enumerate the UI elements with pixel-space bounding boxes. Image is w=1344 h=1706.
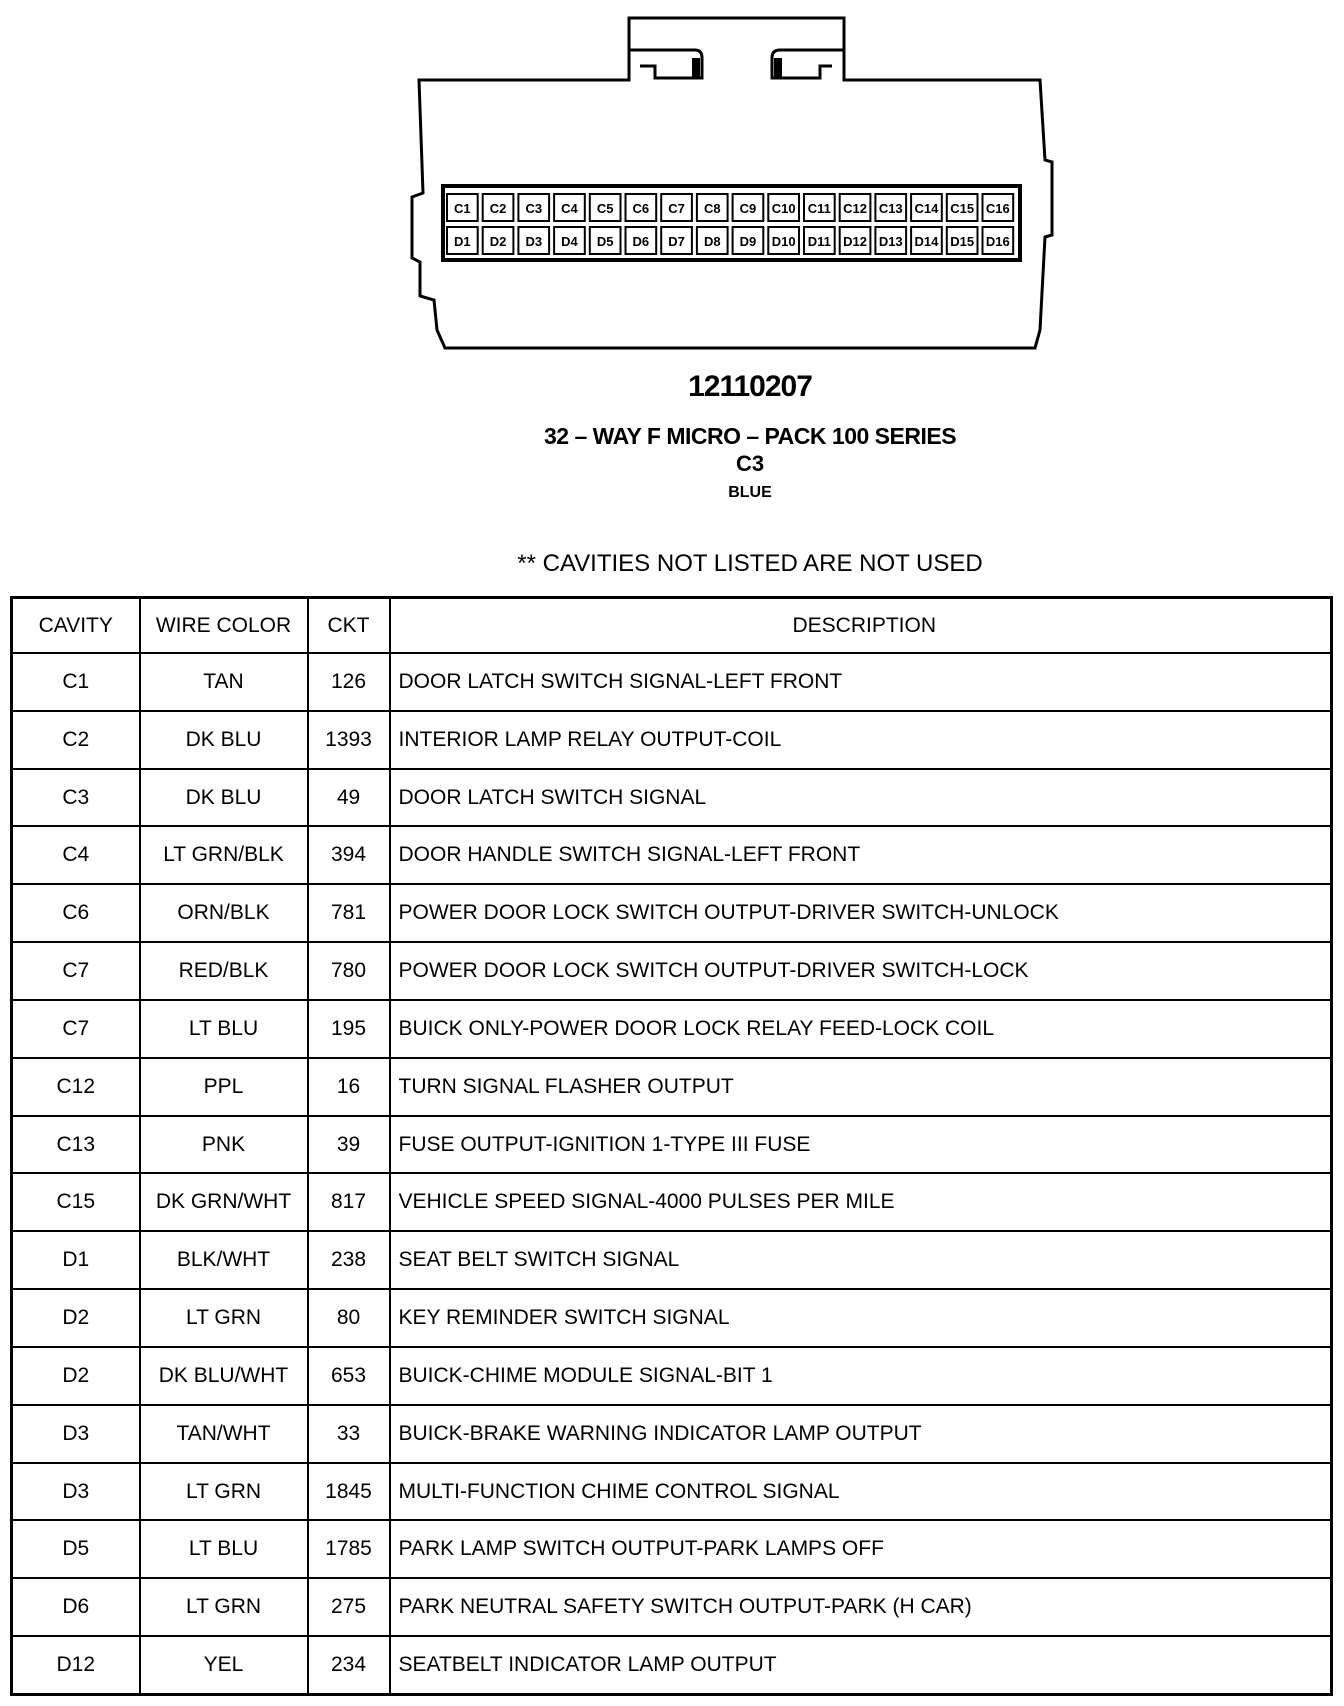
- table-row: [12, 1520, 1332, 1578]
- cell-ckt: 275: [308, 1578, 390, 1636]
- table-row: [12, 1347, 1332, 1405]
- cell-cavity: D3: [12, 1405, 140, 1463]
- cell-ckt: 16: [308, 1058, 390, 1116]
- cell-wire-color: TAN: [140, 653, 308, 711]
- cavity-label: C2: [489, 201, 507, 216]
- cell-ckt: 817: [308, 1173, 390, 1231]
- cell-description: DOOR LATCH SWITCH SIGNAL: [390, 769, 1332, 827]
- cavity-label: C5: [596, 201, 614, 216]
- cell-cavity: C7: [12, 942, 140, 1000]
- cell-wire-color: LT GRN/BLK: [140, 826, 308, 884]
- table-row: [12, 653, 1332, 711]
- cavities-note: ** CAVITIES NOT LISTED ARE NOT USED: [517, 550, 983, 577]
- cell-cavity: D12: [12, 1636, 140, 1694]
- connector-name: 32 – WAY F MICRO – PACK 100 SERIES: [543, 423, 957, 449]
- cavity-label: D8: [703, 234, 721, 249]
- cell-ckt: 234: [308, 1636, 390, 1694]
- left-latch-slot: [692, 58, 700, 78]
- cell-description: MULTI-FUNCTION CHIME CONTROL SIGNAL: [390, 1463, 1332, 1521]
- table-row: [12, 1578, 1332, 1636]
- cavity-label: D4: [561, 234, 578, 249]
- cell-description: KEY REMINDER SWITCH SIGNAL: [390, 1289, 1332, 1347]
- cell-ckt: 653: [308, 1347, 390, 1405]
- header-wire-color: WIRE COLOR: [140, 598, 308, 654]
- table-row: [12, 769, 1332, 827]
- cell-description: FUSE OUTPUT-IGNITION 1-TYPE III FUSE: [390, 1116, 1332, 1174]
- cavity-label: C4: [561, 201, 578, 216]
- cavity-label: D6: [632, 234, 650, 249]
- cell-cavity: D6: [12, 1578, 140, 1636]
- cavity-label: C8: [703, 201, 721, 216]
- cell-description: BUICK-CHIME MODULE SIGNAL-BIT 1: [390, 1347, 1332, 1405]
- cavity-label: D12: [843, 234, 867, 249]
- cell-wire-color: DK BLU: [140, 711, 308, 769]
- left-latch: [629, 50, 702, 78]
- table-row: [12, 1058, 1332, 1116]
- cell-description: PARK NEUTRAL SAFETY SWITCH OUTPUT-PARK (H CAR): [390, 1578, 1332, 1636]
- cell-cavity: C2: [12, 711, 140, 769]
- cell-wire-color: DK BLU/WHT: [140, 1347, 308, 1405]
- cell-cavity: C12: [12, 1058, 140, 1116]
- table-row: [12, 1405, 1332, 1463]
- cavity-label: C9: [739, 201, 757, 216]
- cell-cavity: C4: [12, 826, 140, 884]
- cavity-grid: [447, 194, 1013, 254]
- cavity-label: C12: [843, 201, 867, 216]
- cavity-label: D14: [914, 234, 939, 249]
- right-latch-slot: [774, 58, 782, 78]
- cell-wire-color: PNK: [140, 1116, 308, 1174]
- table-row: [12, 1000, 1332, 1058]
- cell-cavity: C15: [12, 1173, 140, 1231]
- cell-ckt: 39: [308, 1116, 390, 1174]
- cell-wire-color: ORN/BLK: [140, 884, 308, 942]
- cell-description: SEATBELT INDICATOR LAMP OUTPUT: [390, 1636, 1332, 1694]
- cell-cavity: C7: [12, 1000, 140, 1058]
- cell-ckt: 195: [308, 1000, 390, 1058]
- cell-cavity: D5: [12, 1520, 140, 1578]
- connector-color: BLUE: [728, 484, 772, 501]
- cell-wire-color: LT GRN: [140, 1463, 308, 1521]
- right-latch: [772, 50, 844, 78]
- table-row: [12, 1463, 1332, 1521]
- cell-cavity: C1: [12, 653, 140, 711]
- cell-cavity: C3: [12, 769, 140, 827]
- cavity-label: D10: [771, 234, 796, 249]
- cell-wire-color: TAN/WHT: [140, 1405, 308, 1463]
- table-row: [12, 1173, 1332, 1231]
- table-row: [12, 1231, 1332, 1289]
- cell-ckt: 780: [308, 942, 390, 1000]
- cell-ckt: 781: [308, 884, 390, 942]
- connector-diagram: [0, 0, 1344, 360]
- cell-wire-color: LT BLU: [140, 1520, 308, 1578]
- cavity-label: D1: [454, 234, 471, 249]
- cavity-label: C7: [668, 201, 685, 216]
- cavity-label: C10: [771, 201, 796, 216]
- cavity-label: D5: [596, 234, 614, 249]
- table-row: [12, 1636, 1332, 1694]
- table-row: [12, 1289, 1332, 1347]
- cell-cavity: C6: [12, 884, 140, 942]
- cavity-label: D15: [950, 234, 975, 249]
- cell-wire-color: RED/BLK: [140, 942, 308, 1000]
- cell-ckt: 80: [308, 1289, 390, 1347]
- cell-description: VEHICLE SPEED SIGNAL-4000 PULSES PER MILE: [390, 1173, 1332, 1231]
- cavity-label: D9: [739, 234, 757, 249]
- cell-wire-color: LT GRN: [140, 1289, 308, 1347]
- cell-description: DOOR HANDLE SWITCH SIGNAL-LEFT FRONT: [390, 826, 1332, 884]
- cavity-label: D7: [668, 234, 685, 249]
- cell-description: POWER DOOR LOCK SWITCH OUTPUT-DRIVER SWITCH-LOCK: [390, 942, 1332, 1000]
- cell-wire-color: DK GRN/WHT: [140, 1173, 308, 1231]
- cell-cavity: D1: [12, 1231, 140, 1289]
- cavity-label: D3: [525, 234, 543, 249]
- table-row: [12, 942, 1332, 1000]
- connector-housing: [412, 18, 1052, 348]
- cell-description: TURN SIGNAL FLASHER OUTPUT: [390, 1058, 1332, 1116]
- table-header-row: [12, 598, 1332, 654]
- cell-description: BUICK-BRAKE WARNING INDICATOR LAMP OUTPUT: [390, 1405, 1332, 1463]
- cavity-label: C13: [878, 201, 903, 216]
- cell-ckt: 33: [308, 1405, 390, 1463]
- cell-ckt: 126: [308, 653, 390, 711]
- cell-wire-color: YEL: [140, 1636, 308, 1694]
- cavity-label: D11: [807, 234, 831, 249]
- cell-description: SEAT BELT SWITCH SIGNAL: [390, 1231, 1332, 1289]
- cell-cavity: D2: [12, 1289, 140, 1347]
- cell-description: PARK LAMP SWITCH OUTPUT-PARK LAMPS OFF: [390, 1520, 1332, 1578]
- header-description: DESCRIPTION: [390, 598, 1332, 654]
- cell-description: POWER DOOR LOCK SWITCH OUTPUT-DRIVER SWITCH-UNLOCK: [390, 884, 1332, 942]
- header-cavity: CAVITY: [12, 598, 140, 654]
- cell-wire-color: BLK/WHT: [140, 1231, 308, 1289]
- cell-ckt: 1393: [308, 711, 390, 769]
- cell-cavity: C13: [12, 1116, 140, 1174]
- cell-wire-color: LT BLU: [140, 1000, 308, 1058]
- cell-wire-color: DK BLU: [140, 769, 308, 827]
- cavity-label: C15: [950, 201, 975, 216]
- cavity-label: C16: [985, 201, 1010, 216]
- cell-ckt: 1845: [308, 1463, 390, 1521]
- cavity-label: D16: [985, 234, 1010, 249]
- cavity-table: [10, 596, 1333, 1696]
- cell-description: BUICK ONLY-POWER DOOR LOCK RELAY FEED-LOCK COIL: [390, 1000, 1332, 1058]
- cell-ckt: 238: [308, 1231, 390, 1289]
- cell-wire-color: LT GRN: [140, 1578, 308, 1636]
- cell-ckt: 394: [308, 826, 390, 884]
- cell-wire-color: PPL: [140, 1058, 308, 1116]
- cell-cavity: D2: [12, 1347, 140, 1405]
- cavity-label: C11: [807, 201, 831, 216]
- cavity-label: C1: [454, 201, 471, 216]
- cell-cavity: D3: [12, 1463, 140, 1521]
- cell-description: INTERIOR LAMP RELAY OUTPUT-COIL: [390, 711, 1332, 769]
- cavity-label: C6: [632, 201, 650, 216]
- cavity-label: D2: [489, 234, 507, 249]
- table-row: [12, 826, 1332, 884]
- cell-ckt: 49: [308, 769, 390, 827]
- table-row: [12, 884, 1332, 942]
- table-row: [12, 1116, 1332, 1174]
- connector-id: C3: [735, 451, 765, 476]
- part-number: 12110207: [688, 370, 812, 403]
- cavity-label: C14: [914, 201, 939, 216]
- header-ckt: CKT: [308, 598, 390, 654]
- cell-ckt: 1785: [308, 1520, 390, 1578]
- cavity-label: C3: [525, 201, 543, 216]
- cell-description: DOOR LATCH SWITCH SIGNAL-LEFT FRONT: [390, 653, 1332, 711]
- table-row: [12, 711, 1332, 769]
- cavity-label: D13: [878, 234, 903, 249]
- table-body: [12, 653, 1332, 1695]
